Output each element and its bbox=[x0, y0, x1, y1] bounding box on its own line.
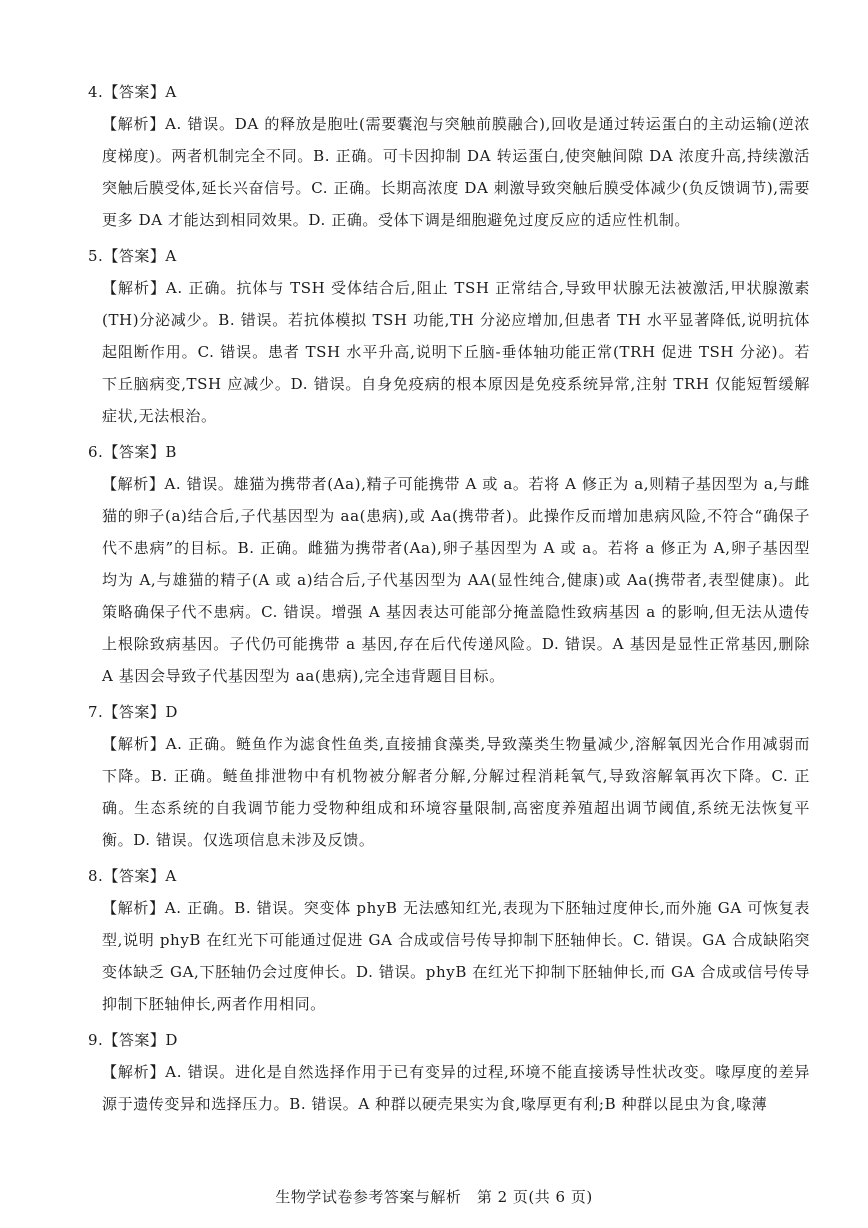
question-number: 5. bbox=[88, 247, 104, 265]
question-7 bbox=[80, 696, 810, 856]
analysis-paragraph bbox=[102, 1056, 810, 1120]
analysis-label: 【解析】 bbox=[102, 899, 165, 917]
analysis-paragraph bbox=[102, 108, 810, 236]
answer-analysis-content bbox=[80, 76, 810, 1120]
question-9 bbox=[80, 1024, 810, 1120]
analysis-text: A. 正确。抗体与 TSH 受体结合后,阻止 TSH 正常结合,导致甲状腺无法被激活,甲状腺激素(TH)分泌减少。B. 错误。若抗体模拟 TSH 功能,TH 分泌应增加,但患者 TH 水平显著降低,说明抗体起阻断作用。C. 错误。患者 TSH 水平升高,说明下丘脑-垂体轴功能正常(TRH 促进 TSH 分泌)。若下丘脑病变,TSH 应减少。D. 错误。自身免疫病的根本原因是免疫系统异常,注射 TRH 仅能短暂缓解症状,无法根治。 bbox=[102, 279, 810, 425]
answer-label: 【答案】 bbox=[103, 247, 166, 265]
answer-value: A bbox=[165, 867, 177, 885]
question-number: 4. bbox=[88, 83, 104, 101]
answer-line bbox=[88, 240, 810, 272]
analysis-label: 【解析】 bbox=[102, 475, 165, 493]
question-number: 8. bbox=[88, 867, 104, 885]
answer-value: A bbox=[165, 83, 177, 101]
answer-value: A bbox=[165, 247, 177, 265]
analysis-text: A. 错误。进化是自然选择作用于已有变异的过程,环境不能直接诱导性状改变。喙厚度的差异源于遗传变异和选择压力。B. 错误。A 种群以硬壳果实为食,喙厚更有利;B 种群以昆虫为食,喙薄 bbox=[102, 1063, 810, 1113]
analysis-label: 【解析】 bbox=[102, 115, 166, 133]
answer-line bbox=[88, 76, 810, 108]
question-number: 6. bbox=[88, 443, 104, 461]
analysis-text: A. 正确。鲢鱼作为滤食性鱼类,直接捕食藻类,导致藻类生物量减少,溶解氧因光合作用减弱而下降。B. 正确。鲢鱼排泄物中有机物被分解者分解,分解过程消耗氧气,导致溶解氧再次下降。C. 正确。生态系统的自我调节能力受物种组成和环境容量限制,高密度养殖超出调节阈值,系统无法恢复平衡。D. 错误。仅选项信息未涉及反馈。 bbox=[102, 735, 811, 849]
answer-label: 【答案】 bbox=[103, 83, 166, 101]
question-6 bbox=[80, 436, 810, 692]
question-number: 7. bbox=[88, 703, 104, 721]
answer-line bbox=[88, 696, 810, 728]
analysis-paragraph bbox=[102, 272, 810, 432]
answer-value: D bbox=[165, 1031, 178, 1049]
answer-value: D bbox=[165, 703, 178, 721]
answer-label: 【答案】 bbox=[103, 867, 166, 885]
answer-line bbox=[88, 436, 810, 468]
answer-label: 【答案】 bbox=[103, 443, 166, 461]
analysis-label: 【解析】 bbox=[102, 1063, 166, 1081]
answer-line bbox=[88, 860, 810, 892]
analysis-paragraph bbox=[102, 468, 810, 692]
page-footer: 生物学试卷参考答案与解析 第 2 页(共 6 页) bbox=[275, 1188, 593, 1206]
question-5 bbox=[80, 240, 810, 432]
analysis-text: A. 错误。DA 的释放是胞吐(需要囊泡与突触前膜融合),回收是通过转运蛋白的主动运输(逆浓度梯度)。两者机制完全不同。B. 正确。可卡因抑制 DA 转运蛋白,使突触间隙 DA 浓度升高,持续激活突触后膜受体,延长兴奋信号。C. 正确。长期高浓度 DA 刺激导致突触后膜受体减少(负反馈调节),需要更多 DA 才能达到相同效果。D. 正确。受体下调是细胞避免过度反应的适应性机制。 bbox=[102, 115, 810, 229]
answer-label: 【答案】 bbox=[103, 703, 166, 721]
analysis-text: A. 错误。雄猫为携带者(Aa),精子可能携带 A 或 a。若将 A 修正为 a,则精子基因型为 a,与雌猫的卵子(a)结合后,子代基因型为 aa(患病),或 Aa(携带者)。此操作反而增加患病风险,不符合“确保子代不患病”的目标。B. 正确。雌猫为携带者(Aa),卵子基因型为 A 或 a。若将 a 修正为 A,卵子基因型均为 A,与雄猫的精子(A 或 a)结合后,子代基因型为 AA(显性纯合,健康)或 Aa(携带者,表型健康)。此策略确保子代不患病。C. 错误。增强 A 基因表达可能部分掩盖隐性致病基因 a 的影响,但无法从遗传上根除致病基因。子代仍可能携带 a 基因,存在后代传递风险。D. 错误。A 基因是显性正常基因,删除 A 基因会导致子代基因型为 aa(患病),完全违背题目目标。 bbox=[102, 475, 810, 685]
analysis-paragraph bbox=[102, 892, 810, 1020]
answer-label: 【答案】 bbox=[103, 1031, 166, 1049]
answer-line bbox=[88, 1024, 810, 1056]
answer-value: B bbox=[165, 443, 177, 461]
question-number: 9. bbox=[88, 1031, 104, 1049]
analysis-label: 【解析】 bbox=[102, 735, 166, 753]
question-4 bbox=[80, 76, 810, 236]
analysis-label: 【解析】 bbox=[102, 279, 166, 297]
analysis-text: A. 正确。B. 错误。突变体 phyB 无法感知红光,表现为下胚轴过度伸长,而外施 GA 可恢复表型,说明 phyB 在红光下可能通过促进 GA 合成或信号传导抑制下胚轴伸长。C. 错误。GA 合成缺陷突变体缺乏 GA,下胚轴仍会过度伸长。D. 错误。phyB 在红光下抑制下胚轴伸长,而 GA 合成或信号传导抑制下胚轴伸长,两者作用相同。 bbox=[102, 899, 810, 1013]
question-8 bbox=[80, 860, 810, 1020]
analysis-paragraph bbox=[102, 728, 810, 856]
